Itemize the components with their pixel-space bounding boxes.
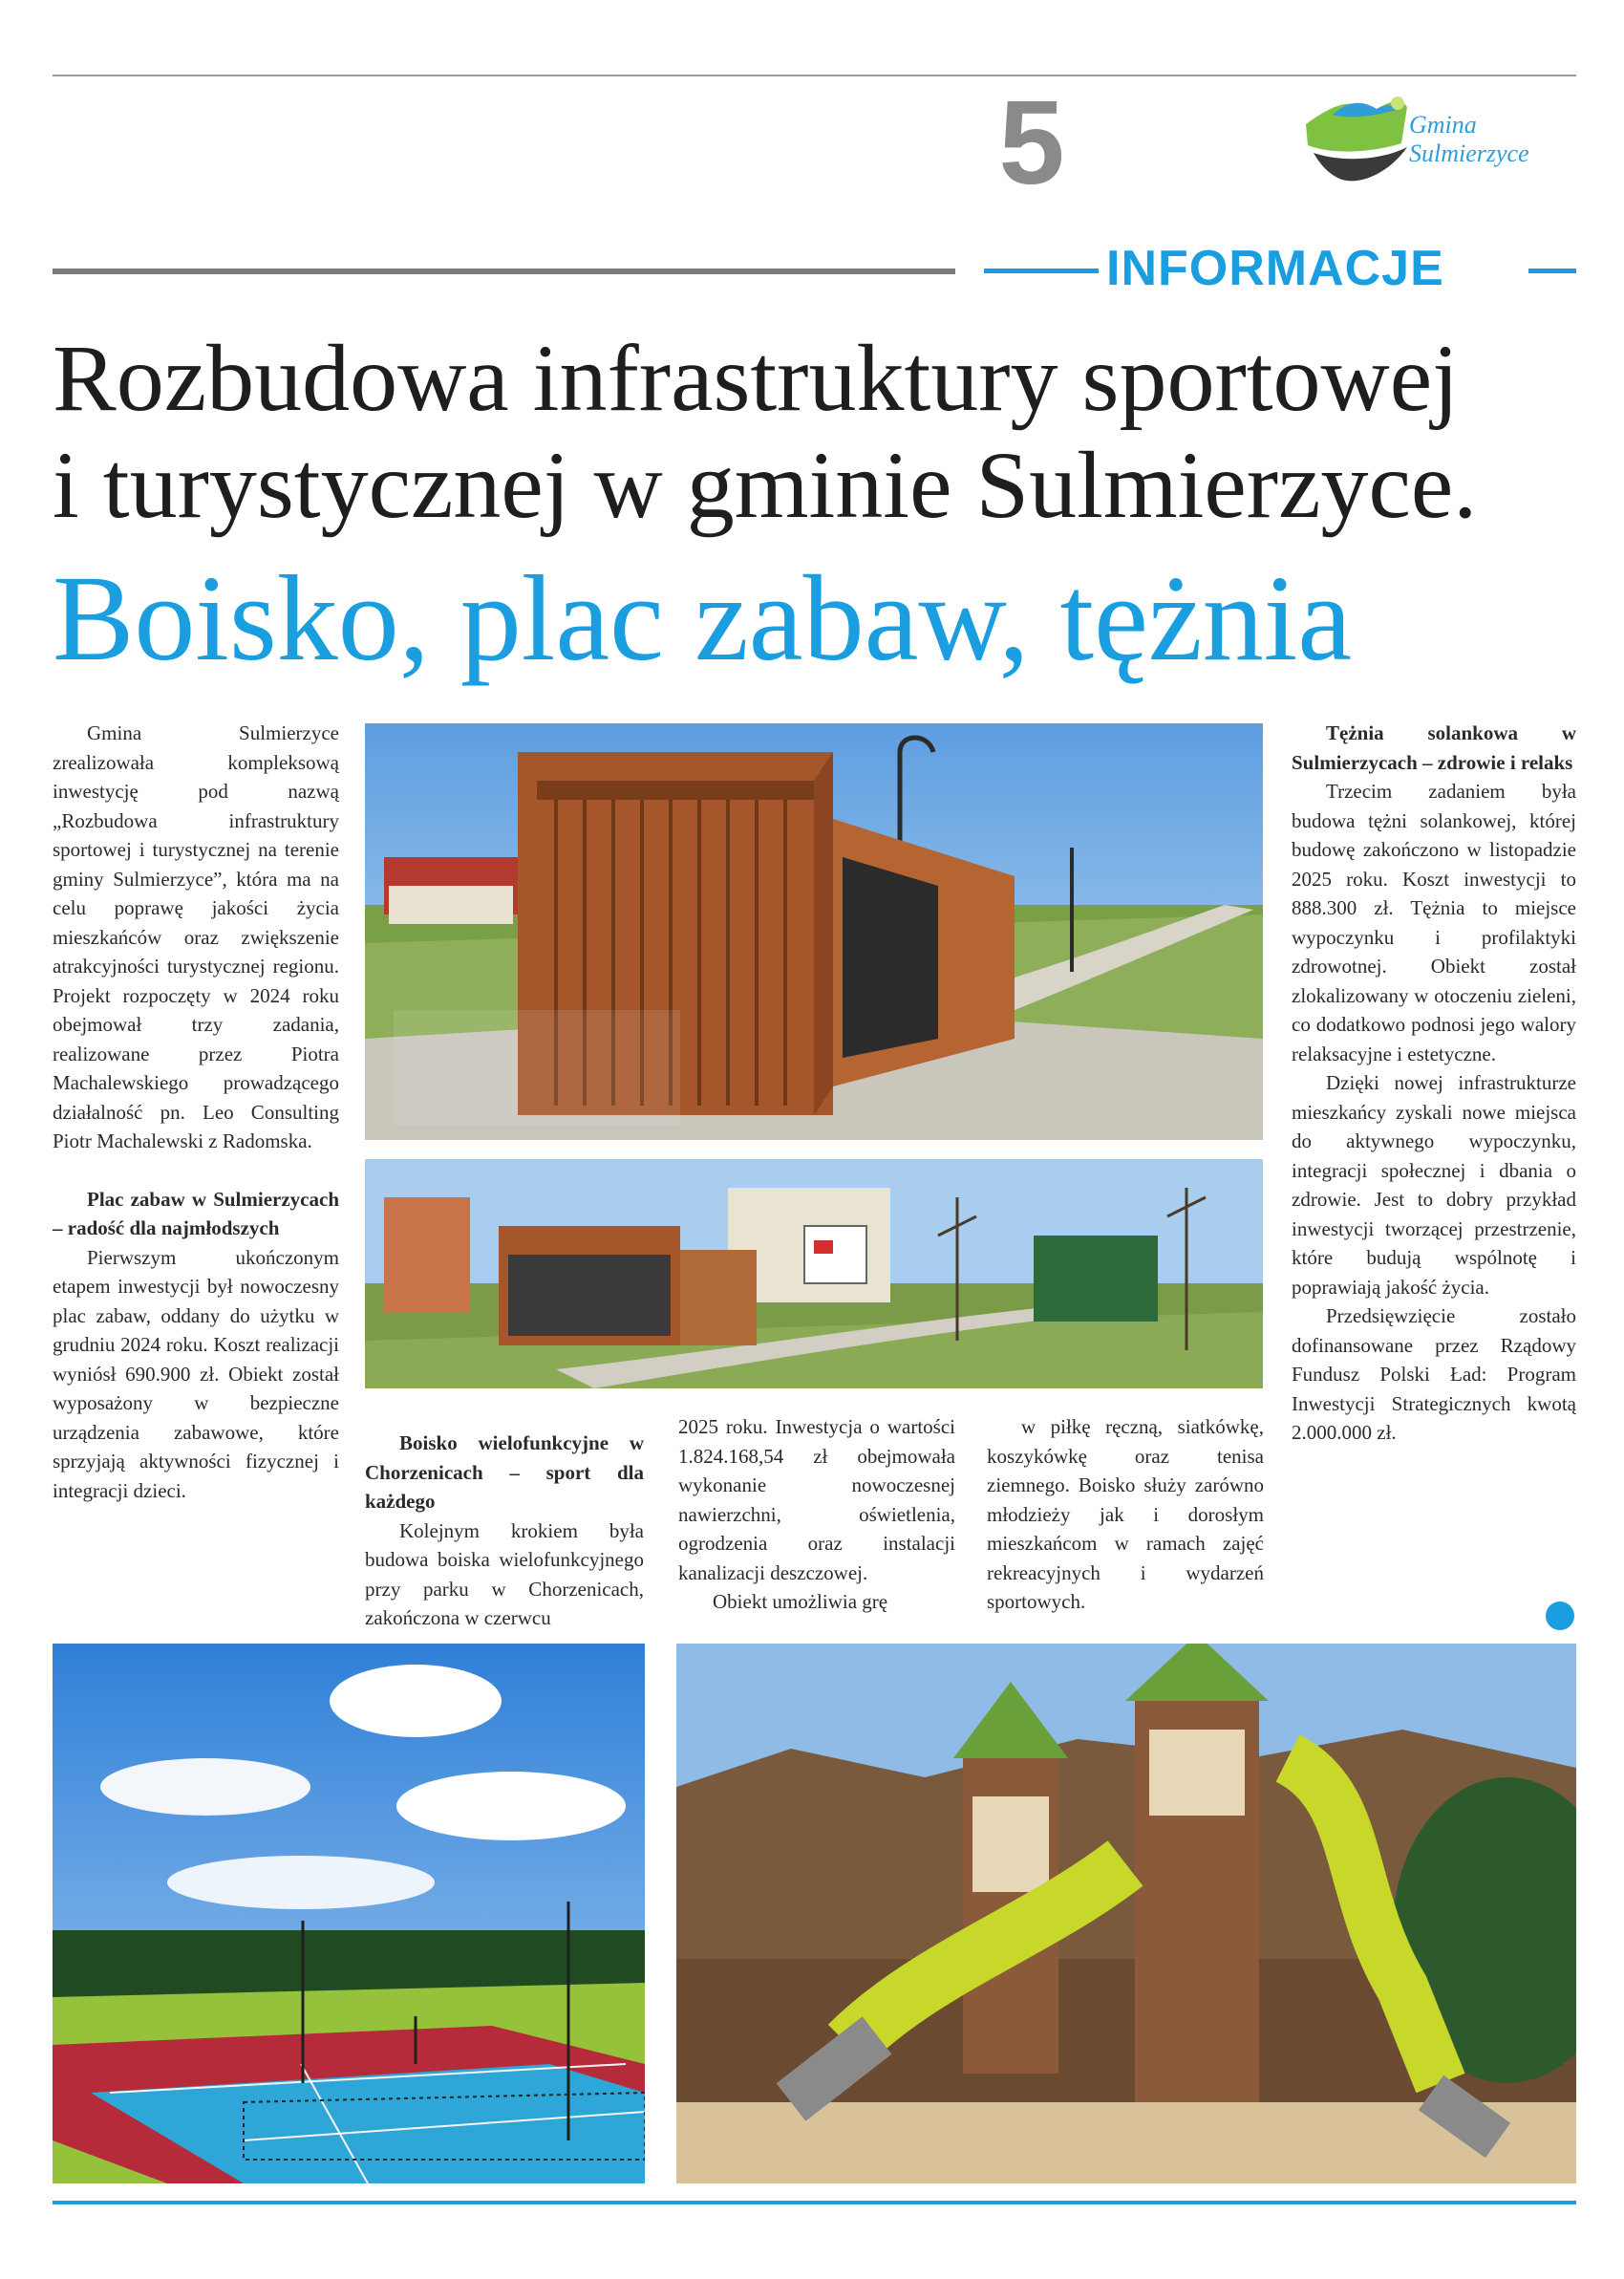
column-usage xyxy=(987,1412,1264,1617)
sports-field-heading: Boisko wielofunkcyjne w Chorzenicach – sport dla każdego xyxy=(365,1431,644,1513)
benefits-paragraph: Dzięki nowej infrastrukturze mieszkańcy zyskali nowe miejsca do aktywnego wypoczynku, integracji społecznej i dbania o zdrowie. Jest to dobry przykład inwestycji tworzącej przestrzenie, które budują wspólnotę i poprawiają jakość życia. xyxy=(1292,1071,1576,1299)
funding-paragraph: Przedsięwzięcie zostało dofinansowane przez Rządowy Fundusz Polski Ład: Program Inwestycji Strategicznych kwotą 2.000.000 zł. xyxy=(1292,1304,1576,1444)
playground-paragraph: Pierwszym ukończonym etapem inwestycji był nowoczesny plac zabaw, oddany do użytku w grudniu 2024 roku. Koszt realizacji wyniósł 690.900 zł. Obiekt został wyposażony w bezpieczne urządzenia zabawowe, które sprzyjają aktywności fizycznej i integracji dzieci. xyxy=(53,1245,339,1502)
bottom-rule xyxy=(53,2201,1576,2204)
subheadline: Boisko, plac zabaw, tężnia xyxy=(53,550,1353,686)
section-rule-right xyxy=(1528,269,1576,273)
column-graduation-tower xyxy=(1292,719,1576,1448)
playground-image xyxy=(676,1644,1576,2183)
section-label: INFORMACJE xyxy=(1106,241,1444,296)
column-intro xyxy=(53,719,339,1505)
graduation-tower-heading: Tężnia solankowa w Sulmierzycach – zdrowie i relaks xyxy=(1292,721,1576,774)
logo-line2: Sulmierzyce xyxy=(1409,140,1529,167)
headline-line-2: i turystycznej w gminie Sulmierzyce. xyxy=(53,432,1478,538)
column-sports-field xyxy=(365,1429,644,1633)
page-number: 5 xyxy=(998,77,1065,209)
header-rule-left xyxy=(53,269,955,274)
sports-field-photo xyxy=(53,1644,645,2183)
column-investment xyxy=(678,1412,955,1617)
top-rule xyxy=(53,75,1576,76)
graduation-tower-photo xyxy=(365,723,1263,1140)
sports-field-image xyxy=(53,1644,645,2183)
graduation-tower-park-photo xyxy=(365,1159,1263,1388)
intro-paragraph: Gmina Sulmierzyce zrealizowała kompleksową inwestycję pod nazwą „Rozbudowa infrastruktury sportowej i turystycznej na terenie gminy Sulmierzyce”, która ma na celu poprawę jakości życia mieszkańców oraz zwiększenie atrakcyjności turystycznej regionu. Projekt rozpoczęty w 2024 roku obejmował trzy zadania, realizowane przez Piotra Machalewskiego prowadzącego działalność pn. Leo Consulting Piotr Machalewski z Radomska. xyxy=(53,721,339,1152)
graduation-tower-image xyxy=(365,723,1263,1140)
playground-heading: Plac zabaw w Sulmierzycach – radość dla najmłodszych xyxy=(53,1187,339,1239)
sports-field-paragraph: Kolejnym krokiem była budowa boiska wielofunkcyjnego przy parku w Chorzenicach, zakończona w czerwcu xyxy=(365,1518,644,1629)
playground-photo xyxy=(676,1644,1576,2183)
facility-paragraph: Obiekt umożliwia grę xyxy=(713,1590,888,1613)
end-bullet-icon xyxy=(1546,1602,1574,1630)
graduation-tower-park-image xyxy=(365,1159,1263,1388)
graduation-tower-paragraph: Trzecim zadaniem była budowa tężni solankowej, której budowę zakończono w listopadzie 2025 roku. Koszt inwestycji to 888.300 zł. Tężnia to miejsce wypoczynku i profilaktyki zdrowotnej. Obiekt został zlokalizowany w otoczeniu zieleni, co dodatkowo podnosi jego walory relaksacyjne i estetyczne. xyxy=(1292,780,1576,1065)
usage-paragraph: w piłkę ręczną, siatkówkę, koszykówkę oraz tenisa ziemnego. Boisko służy zarówno młodzieży jak i dorosłym mieszkańcom w ramach zajęć rekreacyjnych i wydarzeń sportowych. xyxy=(987,1415,1264,1613)
logo-text xyxy=(1409,111,1529,168)
investment-paragraph: 2025 roku. Inwestycja o wartości 1.824.168,54 zł obejmowała wykonanie nowoczesnej nawierzchni, oświetlenia, ogrodzenia oraz instalacji kanalizacji deszczowej. xyxy=(678,1415,955,1584)
section-rule-left xyxy=(984,269,1099,273)
headline-line-1: Rozbudowa infrastruktury sportowej xyxy=(53,325,1459,431)
logo-line1: Gmina xyxy=(1409,111,1477,139)
